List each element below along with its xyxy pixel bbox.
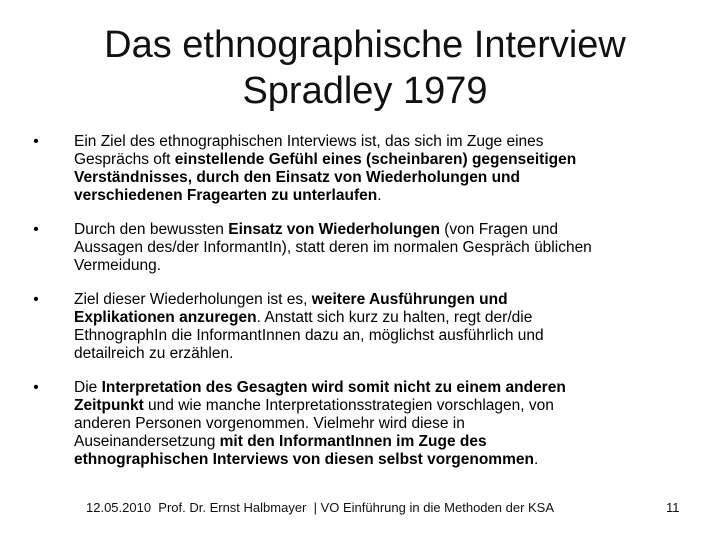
body-text: (von Fragen und — [439, 221, 558, 238]
bullet-line — [74, 379, 700, 397]
bold-text: mit den InformantInnen im Zuge des — [219, 433, 487, 450]
bullet-marker: • — [33, 291, 39, 308]
body-text: Ein Ziel des ethnographischen Interviews ist, das sich im Zuge eines — [74, 133, 544, 150]
bold-text: Interpretation des Gesagten wird somit nicht zu einem anderen — [101, 379, 566, 396]
bullet-line — [74, 291, 700, 309]
body-text: anderen Personen vorgenommen. Vielmehr wird diese in — [74, 415, 465, 432]
bullet-line — [74, 133, 700, 151]
body-text: . — [533, 451, 539, 468]
body-text: . Anstatt sich kurz zu halten, regt der/die — [256, 309, 533, 326]
body-text: Gesprächs oft — [74, 151, 175, 168]
bullet-line — [74, 221, 700, 239]
bold-text: Explikationen anzuregen — [74, 309, 257, 326]
bullet-item — [30, 133, 700, 205]
bold-text: Einsatz von Wiederholungen — [228, 221, 440, 238]
bullet-line — [74, 433, 700, 451]
bullet-marker: • — [33, 379, 39, 396]
bold-text: Verständnisses, durch den Einsatz von Wiederholungen und — [74, 169, 520, 186]
bullet-item — [30, 291, 700, 363]
bullet-line — [74, 451, 700, 469]
bold-text: verschiedenen Fragearten zu unterlaufen — [74, 187, 378, 204]
bullet-line — [74, 415, 700, 433]
body-text: Auseinandersetzung — [74, 433, 220, 450]
bold-text: weitere Ausführungen und — [311, 291, 508, 308]
bullet-line — [74, 151, 700, 169]
bullet-line — [74, 187, 700, 205]
bullet-line — [74, 327, 700, 345]
slide-title-line-2: Spradley 1979 — [242, 70, 488, 112]
bullet-line — [74, 309, 700, 327]
bullet-line — [74, 239, 700, 257]
bullet-item — [30, 221, 700, 275]
body-text: Aussagen des/der InformantIn), statt deren im normalen Gespräch üblichen — [74, 239, 592, 256]
body-text: Durch den bewussten — [74, 221, 229, 238]
bullet-line — [74, 397, 700, 415]
body-text: und wie manche Interpretationsstrategien vorschlagen, von — [143, 397, 554, 414]
body-text: Ziel dieser Wiederholungen ist es, — [74, 291, 312, 308]
bold-text: ethnographischen Interviews von diesen selbst vorgenommen — [74, 451, 534, 468]
bullet-marker: • — [33, 221, 39, 238]
body-text: Die — [74, 379, 102, 396]
bullet-marker: • — [33, 133, 39, 150]
bullet-line — [74, 257, 700, 275]
body-text: . — [377, 187, 382, 204]
body-text: Vermeidung. — [74, 257, 162, 274]
bullet-line — [74, 345, 700, 363]
slide-title-line-1: Das ethnographische Interview — [104, 24, 626, 66]
body-text: detailreich zu erzählen. — [74, 345, 234, 362]
bullet-list — [30, 133, 700, 485]
bold-text: einstellende Gefühl eines (scheinbaren) gegenseitigen — [174, 151, 577, 168]
footer-text: 12.05.2010 Prof. Dr. Ernst Halbmayer | VO Einführung in die Methoden der KSA — [86, 500, 555, 515]
body-text: EthnographIn die InformantInnen dazu an, möglichst ausführlich und — [74, 327, 544, 344]
bullet-line — [74, 169, 700, 187]
bold-text: Zeitpunkt — [74, 397, 144, 414]
page-number: 11 — [666, 500, 680, 515]
slide-title — [20, 22, 710, 114]
bullet-item — [30, 379, 700, 469]
